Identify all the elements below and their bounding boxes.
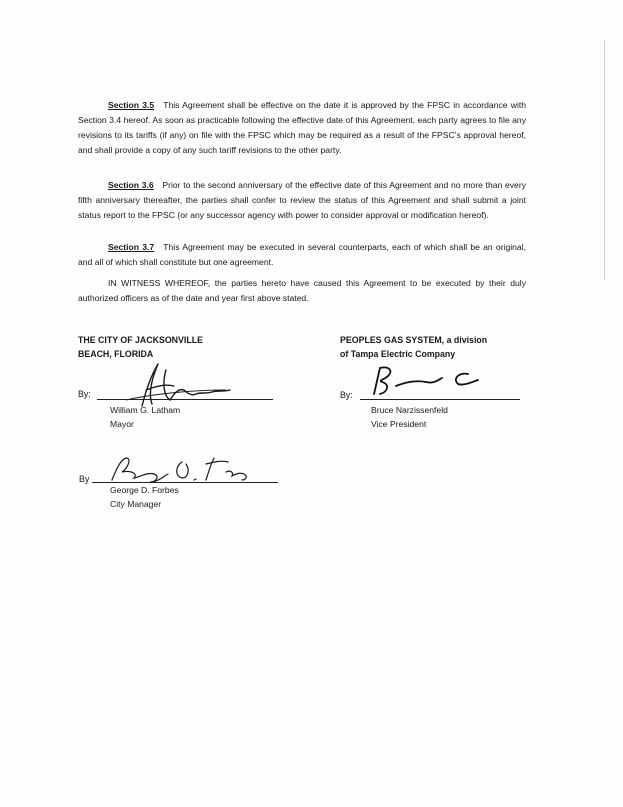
peoples-name-line-2: of Tampa Electric Company [340, 349, 456, 359]
section-3-6-text: Prior to the second anniversary of the effective date of this Agreement and no more than every fifth anniversary thereafter, the parties shall confer to review the status of this Agreement and shall submit a joint status report to the FPSC (or any successor agency with power to consider approval or modification hereof). [78, 180, 526, 220]
section-3-7-paragraph [78, 240, 526, 270]
city-name-line-2: BEACH, FLORIDA [78, 349, 154, 359]
witness-text: IN WITNESS WHEREOF, the parties hereto have caused this Agreement to be executed by their duly authorized officers as of the date and year first above stated. [78, 278, 526, 303]
witness-paragraph [78, 276, 526, 306]
section-3-5-label: Section 3.5 [108, 100, 155, 110]
section-3-5-text: This Agreement shall be effective on the date it is approved by the FPSC in accordance with Section 3.4 hereof. As soon as practicable following the effective date of this Agreement, each party agrees to file any revisions to its tariffs (if any) on file with the FPSC which may be required as a result of the FPSC’s approval hereof, and shall provide a copy of any such tariff revisions to the other party. [78, 100, 527, 155]
peoples-party-name [340, 333, 487, 361]
vp-name: Bruce Narzissenfeld [371, 405, 448, 415]
mayor-name: William G. Latham [110, 405, 181, 415]
mayor-name-block [110, 403, 180, 431]
vp-name-block [371, 403, 448, 431]
mayor-title: Mayor [110, 419, 134, 429]
city-manager-name-block [110, 483, 179, 511]
section-3-7-label: Section 3.7 [108, 242, 155, 252]
city-name-line-1: THE CITY OF JACKSONVILLE [78, 335, 203, 345]
city-party-name [78, 333, 203, 361]
peoples-by-label: By: [340, 390, 353, 400]
section-3-7-text: This Agreement may be executed in several counterparts, each of which shall be an original, and all of which shall constitute but one agreement. [78, 242, 527, 267]
section-3-6-paragraph [78, 178, 526, 223]
scan-edge-line [604, 40, 605, 280]
city-by-label-2: By [79, 474, 90, 484]
peoples-name-line-1: PEOPLES GAS SYSTEM, a division [340, 335, 488, 345]
section-3-6-label: Section 3.6 [108, 180, 154, 190]
vp-signature [366, 364, 486, 400]
section-3-5-paragraph [78, 98, 526, 158]
city-manager-name: George D. Forbes [110, 485, 179, 495]
city-manager-title: City Manager [110, 499, 162, 509]
vp-title: Vice President [371, 419, 427, 429]
city-by-label-1: By: [78, 389, 91, 399]
